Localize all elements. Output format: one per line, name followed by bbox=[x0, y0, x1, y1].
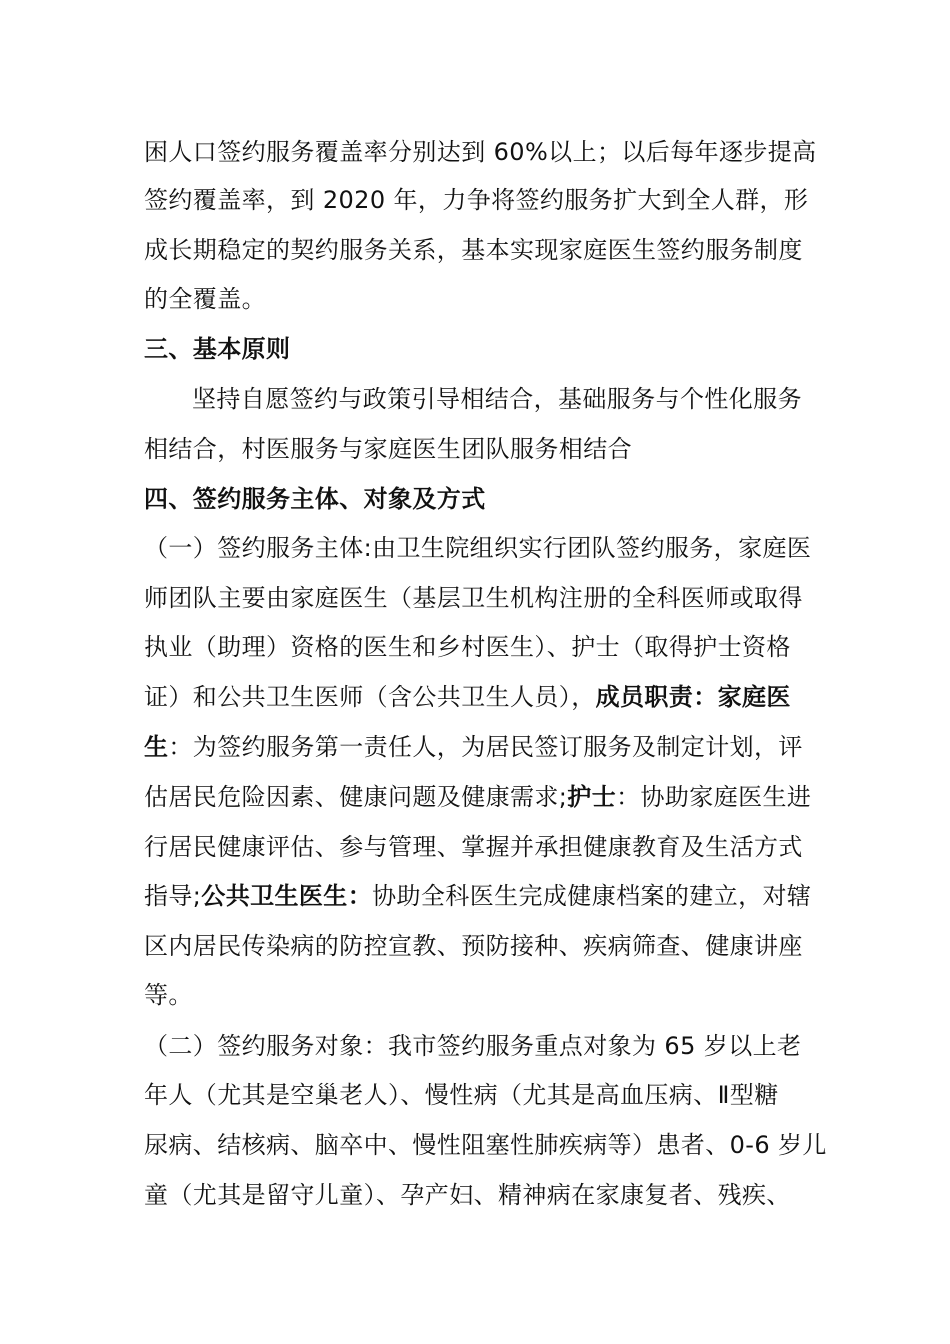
body-text-line bbox=[144, 729, 803, 765]
body-text-line: 等。 bbox=[144, 981, 193, 1009]
body-text-line: 相结合，村医服务与家庭医生团队服务相结合 bbox=[144, 435, 632, 463]
text-run: 协助全科医生完成健康档案的建立，对辖 bbox=[372, 882, 812, 910]
body-text-line: （一）签约服务主体:由卫生院组织实行团队签约服务，家庭医 bbox=[144, 534, 812, 562]
body-text-line: 区内居民传染病的防控宣教、预防接种、疾病筛查、健康讲座 bbox=[144, 932, 803, 960]
body-text-line: 的全覆盖。 bbox=[144, 285, 266, 313]
body-text-line: 童（尤其是留守儿童）、孕产妇、精神病在家康复者、残疾、 bbox=[144, 1181, 791, 1209]
section-heading-4: 四、签约服务主体、对象及方式 bbox=[144, 485, 486, 513]
body-text-line: 困人口签约服务覆盖率分别达到 60%以上；以后每年逐步提高 bbox=[144, 138, 817, 166]
body-text-line bbox=[144, 779, 811, 815]
body-text-line: 尿病、结核病、脑卒中、慢性阻塞性肺疾病等）患者、0-6 岁儿 bbox=[144, 1131, 827, 1159]
text-run: ：为签约服务第一责任人，为居民签订服务及制定计划，评 bbox=[168, 733, 803, 761]
body-text-line: 签约覆盖率，到 2020 年，力争将签约服务扩大到全人群，形 bbox=[144, 186, 809, 214]
body-text-line bbox=[144, 878, 811, 914]
bold-text-run: 成员职责：家庭医 bbox=[595, 683, 791, 711]
text-run: ：协助家庭医生进 bbox=[616, 783, 812, 811]
text-run: 证）和公共卫生医师（含公共卫生人员）， bbox=[144, 683, 596, 711]
text-run: 估居民危险因素、健康问题及健康需求; bbox=[144, 783, 568, 811]
body-text-line: 年人（尤其是空巢老人）、慢性病（尤其是高血压病、Ⅱ型糖 bbox=[144, 1081, 779, 1109]
body-text-line bbox=[144, 679, 791, 715]
bold-text-run: 公共卫生医生： bbox=[201, 882, 373, 910]
body-text-line: 行居民健康评估、参与管理、掌握并承担健康教育及生活方式 bbox=[144, 833, 803, 861]
bold-text-run: 生 bbox=[144, 733, 169, 761]
body-text-line: 执业（助理）资格的医生和乡村医生）、护士（取得护士资格 bbox=[144, 633, 791, 661]
text-run: 指导; bbox=[144, 882, 202, 910]
body-text-line: 师团队主要由家庭医生（基层卫生机构注册的全科医师或取得 bbox=[144, 584, 803, 612]
section-heading-3: 三、基本原则 bbox=[144, 335, 291, 363]
body-text-line: 坚持自愿签约与政策引导相结合，基础服务与个性化服务 bbox=[192, 385, 802, 413]
body-text-line: （二）签约服务对象：我市签约服务重点对象为 65 岁以上老 bbox=[144, 1032, 802, 1060]
body-text-line: 成长期稳定的契约服务关系，基本实现家庭医生签约服务制度 bbox=[144, 236, 803, 264]
bold-text-run: 护士 bbox=[567, 783, 617, 811]
